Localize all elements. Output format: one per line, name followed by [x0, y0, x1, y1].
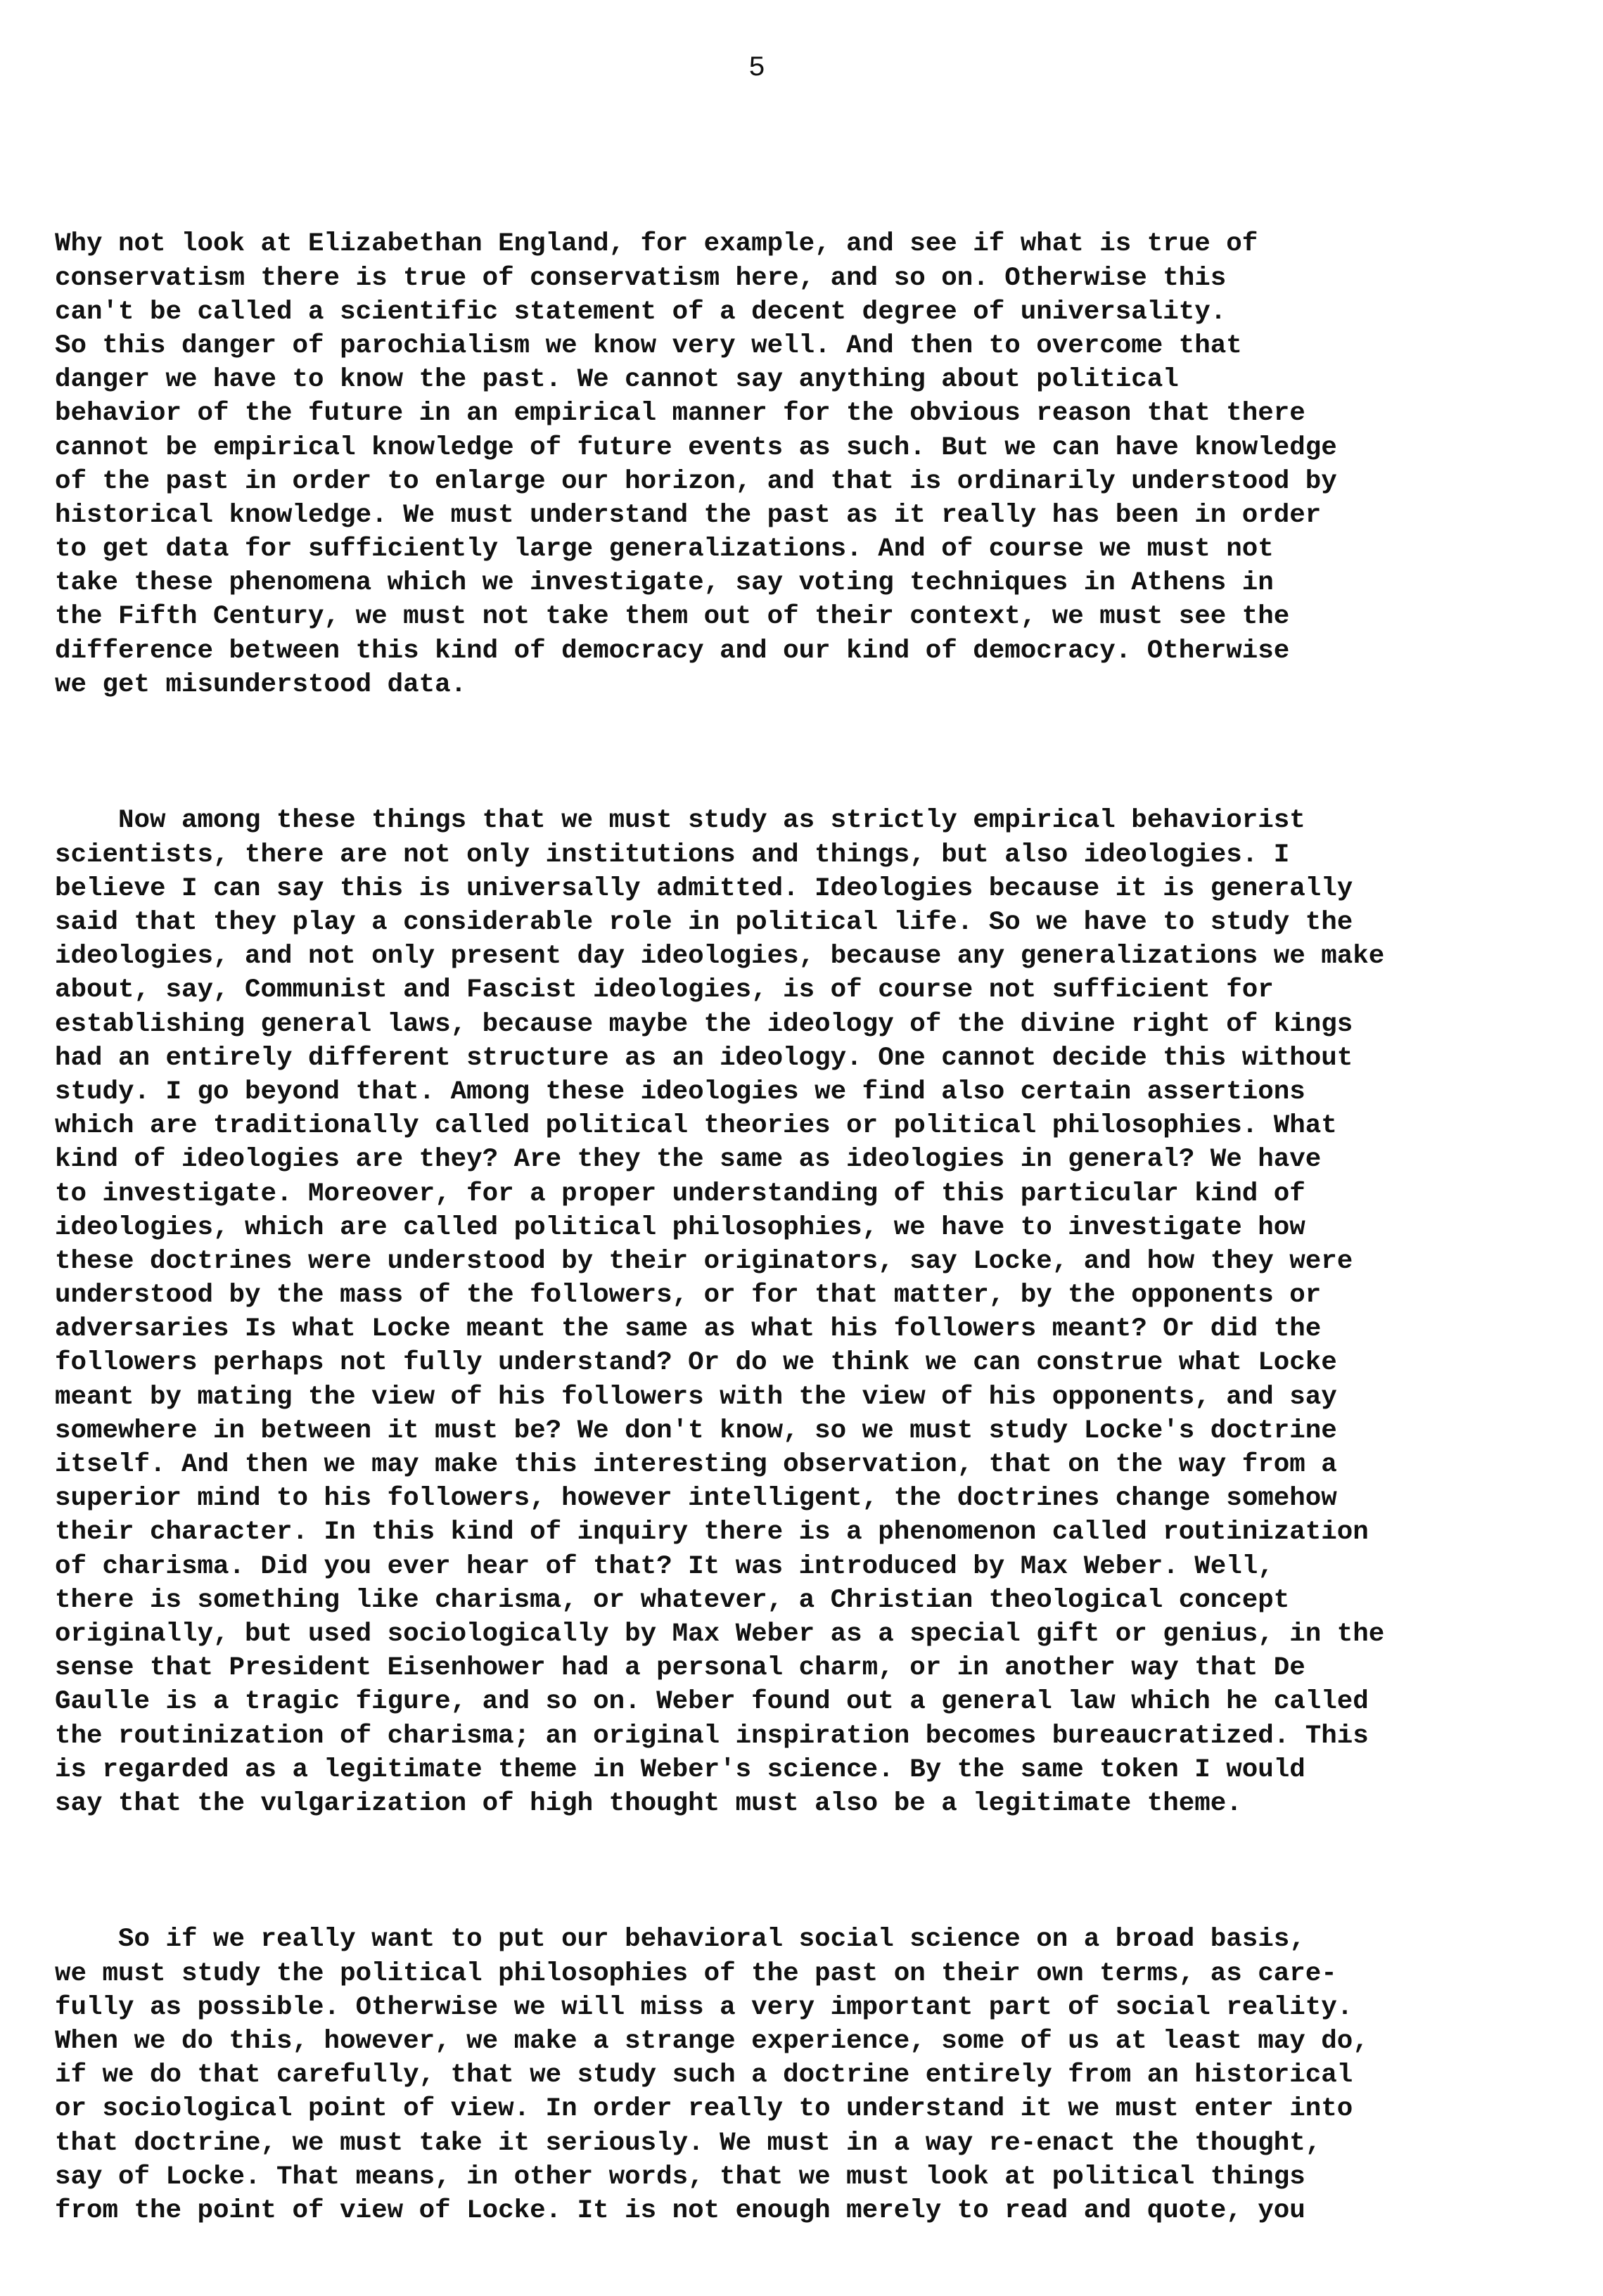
text-line: Why not look at Elizabethan England, for example, and see if what is true of — [55, 229, 1258, 259]
text-line: So this danger of parochialism we know very well. And then to overcome that — [55, 331, 1242, 361]
paragraph-3 — [55, 1923, 1574, 2228]
text-line: difference between this kind of democracy and our kind of democracy. Otherwise — [55, 636, 1290, 666]
text-line: from the point of view of Locke. It is not enough merely to read and quote, you — [55, 2195, 1305, 2226]
paragraph-1 — [55, 227, 1574, 702]
text-line: conservatism there is true of conservatism here, and so on. Otherwise this — [55, 263, 1227, 293]
text-line: sense that President Eisenhower had a personal charm, or in another way that De — [55, 1653, 1305, 1683]
text-line: establishing general laws, because maybe the ideology of the divine right of kings — [55, 1009, 1353, 1039]
text-line: or sociological point of view. In order really to understand it we must enter into — [55, 2094, 1353, 2124]
text-line: take these phenomena which we investigate, say voting techniques in Athens in — [55, 568, 1274, 598]
text-line: understood by the mass of the followers, or for that matter, by the opponents or — [55, 1281, 1322, 1311]
text-line: itself. And then we may make this interesting observation, that on the way from a — [55, 1450, 1337, 1480]
text-line: we get misunderstood data. — [55, 669, 467, 700]
text-line: about, say, Communist and Fascist ideologies, is of course not sufficient for — [55, 975, 1274, 1006]
text-line: say that the vulgarization of high thought must also be a legitimate theme. — [55, 1788, 1242, 1819]
text-line: Now among these things that we must study as strictly empirical behaviorist — [55, 806, 1305, 836]
text-line: believe I can say this is universally admitted. Ideologies because it is generally — [55, 873, 1353, 904]
text-line: kind of ideologies are they? Are they the same as ideologies in general? We have — [55, 1145, 1322, 1175]
text-line: had an entirely different structure as an ideology. One cannot decide this without — [55, 1043, 1353, 1073]
text-line: of charisma. Did you ever hear of that? It was introduced by Max Weber. Well, — [55, 1551, 1274, 1582]
text-line: scientists, there are not only institutions and things, but also ideologies. I — [55, 840, 1290, 870]
text-line: say of Locke. That means, in other words, that we must look at political things — [55, 2162, 1305, 2192]
text-line: of the past in order to enlarge our horizon, and that is ordinarily understood by — [55, 466, 1337, 496]
text-line: adversaries Is what Locke meant the same as what his followers meant? Or did the — [55, 1314, 1322, 1345]
text-line: Gaulle is a tragic figure, and so on. Weber found out a general law which he called — [55, 1687, 1369, 1717]
text-line: ideologies, which are called political philosophies, we have to investigate how — [55, 1212, 1305, 1243]
paragraph-2 — [55, 804, 1574, 1821]
page-number: 5 — [748, 53, 766, 84]
text-line: When we do this, however, we make a strange experience, some of us at least may do, — [55, 2027, 1369, 2057]
text-line: is regarded as a legitimate theme in Weber's science. By the same token I would — [55, 1755, 1305, 1785]
text-line: followers perhaps not fully understand? Or do we think we can construe what Locke — [55, 1348, 1337, 1378]
text-line: cannot be empirical knowledge of future events as such. But we can have knowledge — [55, 432, 1337, 463]
text-line: So if we really want to put our behavioral social science on a broad basis, — [55, 1925, 1305, 1955]
text-line: study. I go beyond that. Among these ideologies we find also certain assertions — [55, 1077, 1305, 1107]
text-line: that doctrine, we must take it seriously. We must in a way re-enact the thought, — [55, 2128, 1322, 2158]
text-line: we must study the political philosophies of the past on their own terms, as care- — [55, 1958, 1337, 1989]
text-line: to investigate. Moreover, for a proper understanding of this particular kind of — [55, 1179, 1305, 1209]
text-line: originally, but used sociologically by Max Weber as a special gift or genius, in the — [55, 1619, 1385, 1649]
text-line: danger we have to know the past. We cannot say anything about political — [55, 365, 1179, 395]
text-line: said that they play a considerable role in political life. So we have to study the — [55, 908, 1353, 937]
text-line: to get data for sufficiently large generalizations. And of course we must not — [55, 534, 1274, 565]
text-line: historical knowledge. We must understand the past as it really has been in order — [55, 500, 1322, 530]
text-line: ideologies, and not only present day ideologies, because any generalizations we make — [55, 942, 1385, 972]
text-line: their character. In this kind of inquiry there is a phenomenon called routinization — [55, 1518, 1369, 1548]
text-line: fully as possible. Otherwise we will miss a very important part of social reality. — [55, 1992, 1353, 2022]
text-line: somewhere in between it must be? We don't know, so we must study Locke's doctrine — [55, 1416, 1337, 1446]
text-line: meant by mating the view of his followers with the view of his opponents, and say — [55, 1382, 1337, 1412]
text-line: these doctrines were understood by their originators, say Locke, and how they were — [55, 1246, 1353, 1276]
text-line: behavior of the future in an empirical manner for the obvious reason that there — [55, 399, 1305, 429]
text-line: which are traditionally called political theories or political philosophies. What — [55, 1111, 1337, 1141]
text-line: the routinization of charisma; an original inspiration becomes bureaucratized. This — [55, 1721, 1369, 1751]
text-line: if we do that carefully, that we study such a doctrine entirely from an historical — [55, 2060, 1353, 2091]
text-line: superior mind to his followers, however intelligent, the doctrines change somehow — [55, 1484, 1337, 1514]
document-body — [55, 160, 1574, 2296]
text-line: the Fifth Century, we must not take them out of their context, we must see the — [55, 602, 1290, 632]
text-line: can't be called a scientific statement of a decent degree of universality. — [55, 297, 1227, 327]
text-line: there is something like charisma, or whatever, a Christian theological concept — [55, 1585, 1290, 1615]
